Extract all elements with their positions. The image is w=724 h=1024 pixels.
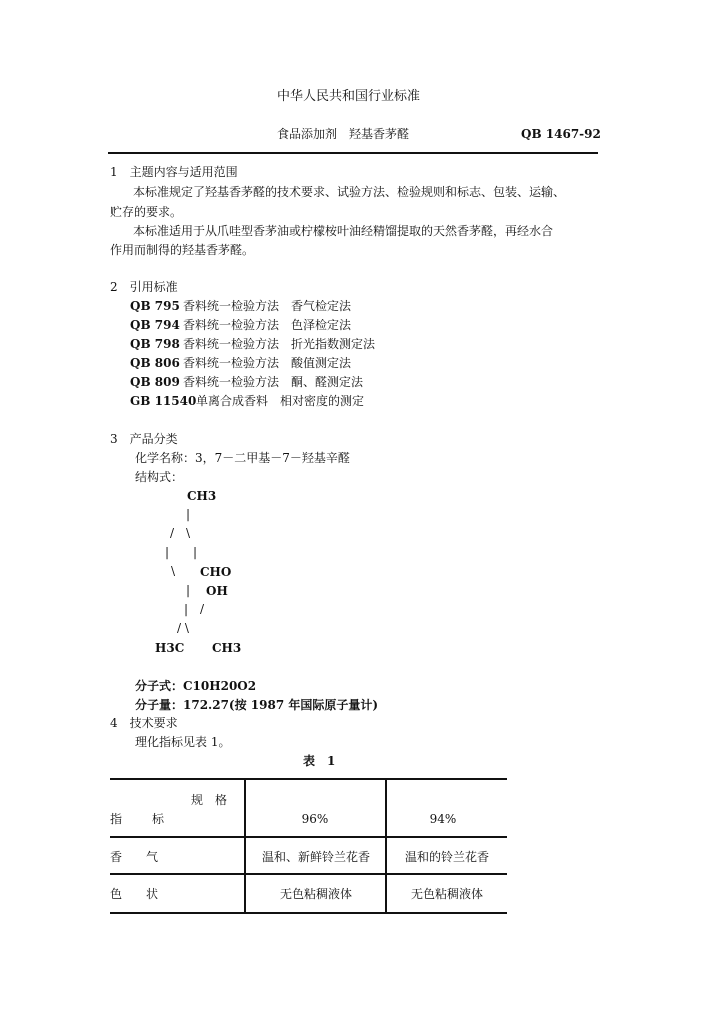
section1-para1-line1: 本标准规定了羟基香茅醛的技术要求、试验方法、检验规则和标志、包装、运输、	[133, 185, 566, 199]
structure-ch3-top: CH3	[187, 489, 217, 503]
standard-code: QB 1467-92	[521, 127, 601, 141]
structure-bond: / \	[177, 621, 189, 635]
ref-text: 香料统一检验方法 色泽检定法	[183, 318, 352, 332]
section4-intro: 理化指标见表 1。	[135, 735, 231, 749]
table-rule	[110, 912, 507, 914]
table-cell: 无色粘稠液体	[410, 887, 483, 901]
table-row-label: 香 气	[110, 850, 159, 864]
ref-code: QB 809	[130, 375, 180, 389]
table-rule	[110, 778, 507, 780]
ref-code: GB 11540	[130, 394, 197, 408]
structure-cho: CHO	[200, 565, 232, 579]
table-cell: 温和的铃兰花香	[404, 850, 489, 864]
ref-code: QB 806	[130, 356, 180, 370]
table-column-divider	[385, 778, 387, 912]
structure-bond: | |	[165, 545, 198, 559]
chemical-name: 化学名称：3，7－二甲基－7－羟基辛醛	[135, 451, 350, 465]
structure-bond: | /	[184, 602, 205, 616]
table-header-item: 指 标	[110, 812, 167, 826]
ref-text: 香料统一检验方法 香气检定法	[183, 299, 352, 313]
structure-h3c: H3C	[155, 641, 185, 655]
structure-oh: OH	[206, 584, 228, 598]
section2-heading: 2 引用标准	[110, 280, 178, 294]
table-cell: 无色粘稠液体	[279, 887, 352, 901]
table-header-spec: 规 格	[191, 793, 228, 807]
section1-para1-line2: 贮存的要求。	[110, 205, 183, 219]
ref-text: 单离合成香料 相对密度的测定	[196, 394, 365, 408]
molecular-weight: 分子量：172.27(按 1987 年国际原子量计)	[135, 698, 379, 712]
table-column-header: 96%	[301, 812, 329, 826]
table-rule	[110, 836, 507, 838]
ref-code: QB 798	[130, 337, 180, 351]
table-title: 表 1	[303, 754, 336, 768]
section4-heading: 4 技术要求	[110, 716, 178, 730]
molecular-formula: 分子式：C10H20O2	[135, 679, 257, 693]
table-column-header: 94%	[429, 812, 457, 826]
table-cell: 温和、新鲜铃兰花香	[261, 850, 370, 864]
ref-text: 香料统一检验方法 酸值测定法	[183, 356, 352, 370]
structure-ch3-bottom: CH3	[212, 641, 242, 655]
ref-code: QB 794	[130, 318, 180, 332]
standard-title: 食品添加剂 羟基香茅醛	[277, 127, 410, 141]
structure-bond: |	[186, 507, 191, 521]
ref-code: QB 795	[130, 299, 180, 313]
structure-bond: |	[186, 583, 191, 597]
ref-text: 香料统一检验方法 酮、醛测定法	[183, 375, 364, 389]
section1-para2-line1: 本标准适用于从爪哇型香茅油或柠檬桉叶油经精馏提取的天然香茅醛，再经水合	[133, 224, 554, 238]
section3-heading: 3 产品分类	[110, 432, 178, 446]
table-rule	[110, 873, 507, 875]
structure-bond: \	[171, 564, 176, 578]
standard-org: 中华人民共和国行业标准	[277, 89, 421, 104]
table-row-label: 色 状	[110, 887, 159, 901]
header-rule	[108, 152, 598, 154]
table-column-divider	[244, 778, 246, 912]
section1-para2-line2: 作用而制得的羟基香茅醛。	[110, 243, 255, 257]
ref-text: 香料统一检验方法 折光指数测定法	[183, 337, 376, 351]
structure-bond: / \	[170, 526, 191, 540]
structure-label: 结构式：	[135, 470, 184, 484]
section1-heading: 1 主题内容与适用范围	[110, 165, 238, 179]
